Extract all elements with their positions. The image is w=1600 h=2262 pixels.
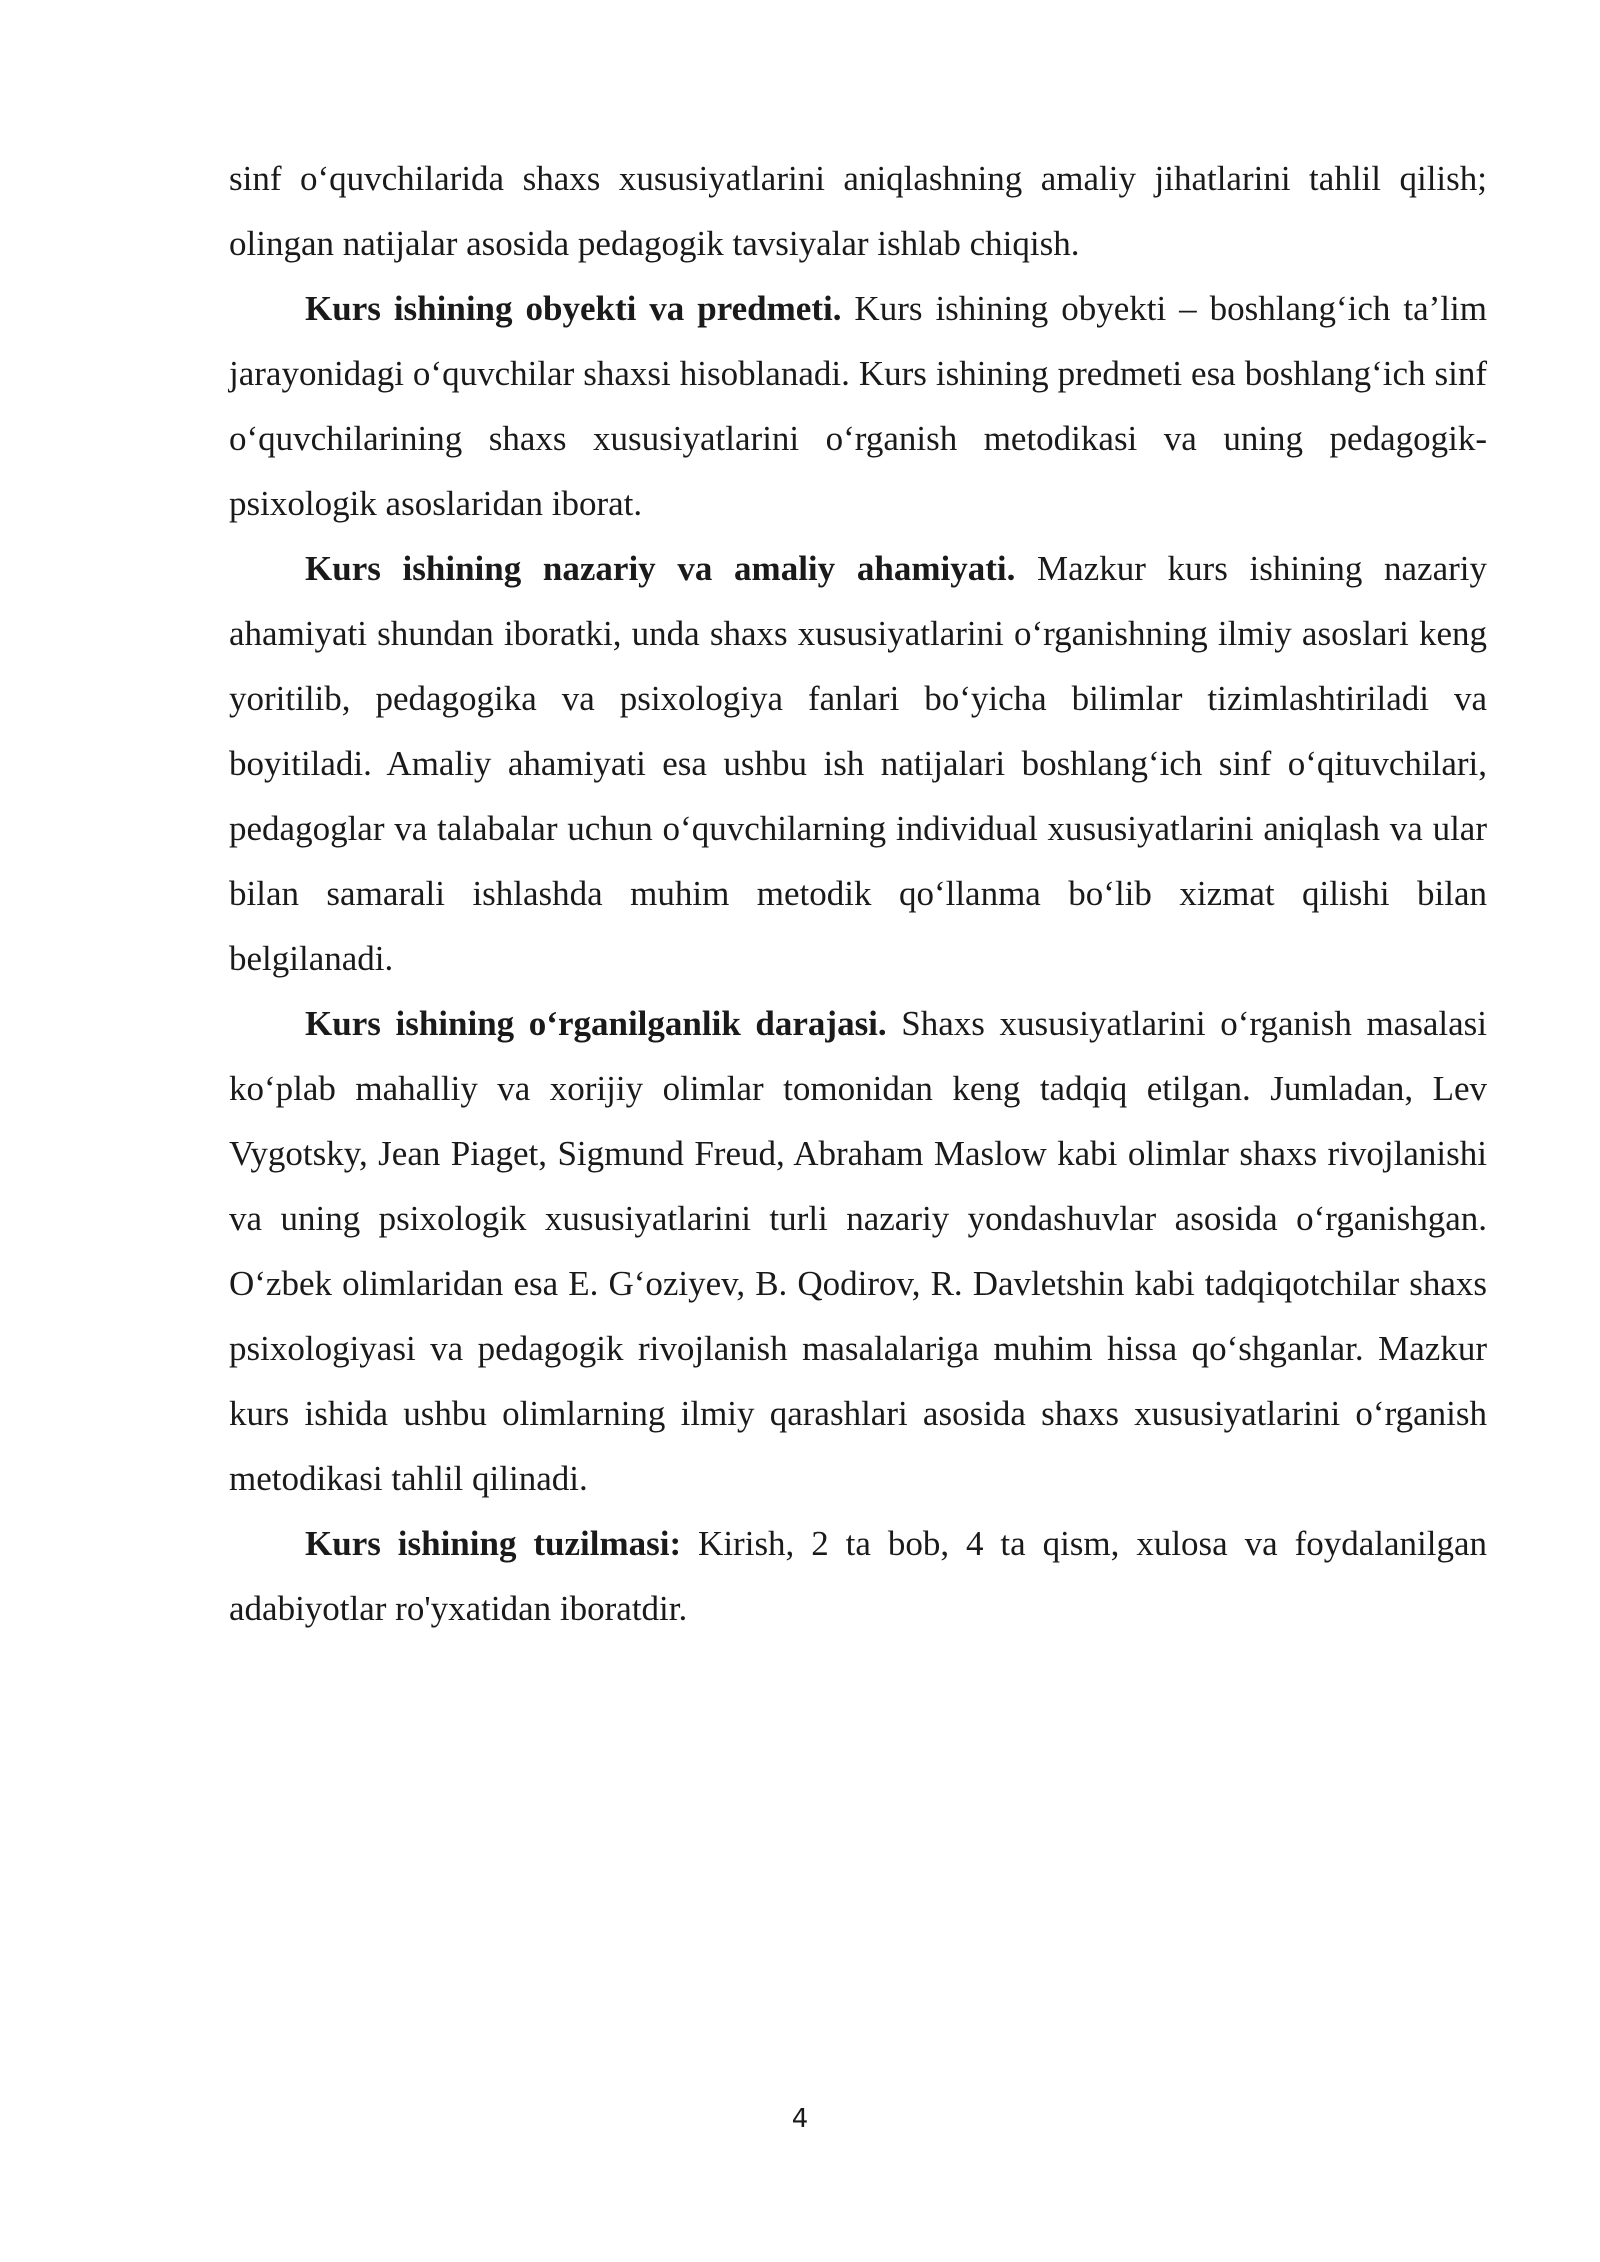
paragraph-body: Kurs ishining obyekti – boshlang‘ich ta’lim jarayonidagi o‘quvchilar shaxsi hisoblanadi. Kurs ishining predmeti esa boshlang‘ich sinf o‘quvchilarining shaxs xususiyatlarini o‘rganish metodikasi va uning pedagogik-psixologik asoslaridan iborat. [229, 289, 1487, 523]
paragraph-structure [229, 1511, 1487, 1641]
body-text [229, 146, 1487, 1641]
paragraph-object-subject [229, 276, 1487, 536]
paragraph-heading: Kurs ishining nazariy va amaliy ahamiyati. [305, 549, 1016, 588]
paragraph-heading: Kurs ishining o‘rganilganlik darajasi. [305, 1004, 887, 1043]
paragraph-heading: Kurs ishining tuzilmasi: [305, 1524, 682, 1563]
paragraph-body: sinf o‘quvchilarida shaxs xususiyatlarini aniqlashning amaliy jihatlarini tahlil qilish; olingan natijalar asosida pedagogik tavsiyalar ishlab chiqish. [229, 159, 1487, 263]
paragraph-body: Shaxs xususiyatlarini o‘rganish masalasi ko‘plab mahalliy va xorijiy olimlar tomonidan keng tadqiq etilgan. Jumladan, Lev Vygotsky, Jean Piaget, Sigmund Freud, Abraham Maslow kabi olimlar shaxs rivojlanishi va uning psixologik xususiyatlarini turli nazariy yondashuvlar asosida o‘rganishgan. O‘zbek olimlaridan esa E. G‘oziyev, B. Qodirov, R. Davletshin kabi tadqiqotchilar shaxs psixologiyasi va pedagogik rivojlanish masalalariga muhim hissa qo‘shganlar. Mazkur kurs ishida ushbu olimlarning ilmiy qarashlari asosida shaxs xususiyatlarini o‘rganish metodikasi tahlil qilinadi. [229, 1004, 1487, 1498]
paragraph-significance [229, 536, 1487, 991]
paragraph-research-level [229, 991, 1487, 1511]
paragraph-body: Kirish, 2 ta bob, 4 ta qism, xulosa va foydalanilgan adabiyotlar ro'yxatidan iboratdir. [229, 1524, 1488, 1628]
page-number: 4 [791, 2104, 809, 2134]
paragraph-continuation [229, 146, 1487, 276]
paragraph-body: Mazkur kurs ishining nazariy ahamiyati shundan iboratki, unda shaxs xususiyatlarini o‘rganishning ilmiy asoslari keng yoritilib, pedagogika va psixologiya fanlari bo‘yicha bilimlar tizimlashtiriladi va boyitiladi. Amaliy ahamiyati esa ushbu ish natijalari boshlang‘ich sinf o‘qituvchilari, pedagoglar va talabalar uchun o‘quvchilarning individual xususiyatlarini aniqlash va ular bilan samarali ishlashda muhim metodik qo‘llanma bo‘lib xizmat qilishi bilan belgilanadi. [229, 549, 1487, 978]
paragraph-heading: Kurs ishining obyekti va predmeti. [305, 289, 842, 328]
